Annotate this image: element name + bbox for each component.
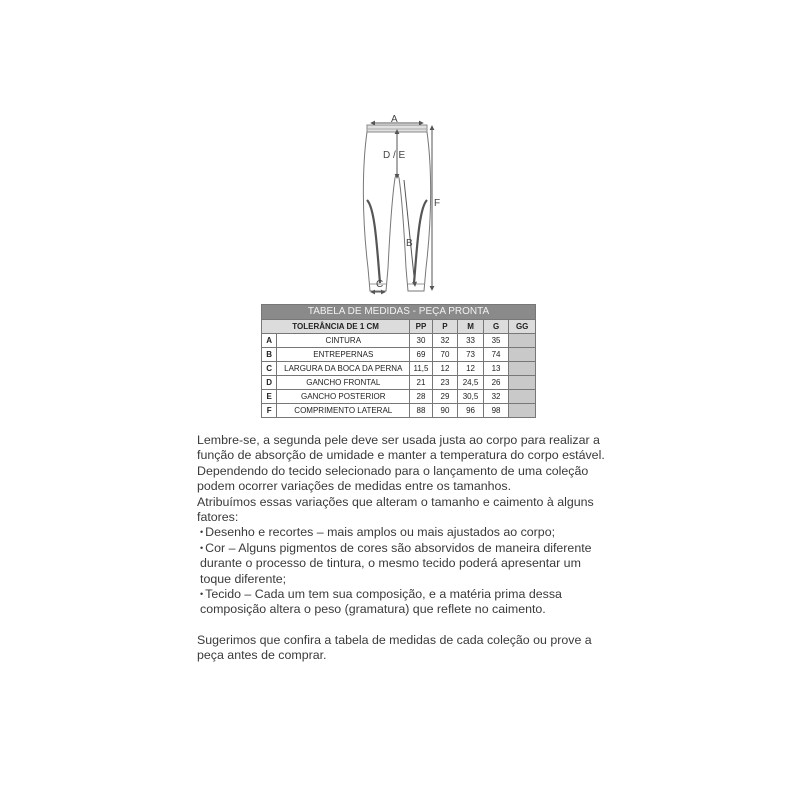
bullet-icon: • [200,542,204,553]
label-f: F [434,198,441,209]
row-value-p: 90 [432,404,458,418]
row-measurement-name: CINTURA [277,334,410,348]
label-de: D / E [383,150,406,161]
row-value-p: 23 [432,376,458,390]
row-measurement-name: LARGURA DA BOCA DA PERNA [277,362,410,376]
row-value-pp: 30 [410,334,432,348]
paragraph-2: Dependendo do tecido selecionado para o lançamento de uma coleção podem ocorrer variações de medidas entre os tamanhos. [197,463,589,494]
row-value-p: 32 [432,334,458,348]
size-header-gg: GG [509,320,536,334]
row-value-g: 13 [483,362,509,376]
row-letter: F [262,404,277,418]
row-value-g: 98 [483,404,509,418]
row-value-g: 26 [483,376,509,390]
table-row [262,390,536,404]
table-title: TABELA DE MEDIDAS - PEÇA PRONTA [262,305,536,320]
row-value-gg [509,376,536,390]
size-header-pp: PP [410,320,432,334]
row-value-m: 12 [458,362,484,376]
row-value-gg [509,362,536,376]
row-value-m: 30,5 [458,390,484,404]
pants-measurement-diagram [340,108,460,298]
row-measurement-name: ENTREPERNAS [277,348,410,362]
row-measurement-name: COMPRIMENTO LATERAL [277,404,410,418]
row-value-g: 32 [483,390,509,404]
table-row [262,334,536,348]
size-header-m: M [458,320,484,334]
table-row [262,404,536,418]
bullet-text: Cor – Alguns pigmentos de cores são absorvidos de maneira diferente durante o processo de tintura, o mesmo tecido poderá apresentar um toque diferente; [200,540,592,586]
row-letter: E [262,390,277,404]
label-b: B [406,238,413,249]
row-value-m: 73 [458,348,484,362]
arrow-b [404,180,415,286]
row-value-pp: 69 [410,348,432,362]
table-title-row [262,305,536,320]
row-value-pp: 88 [410,404,432,418]
paragraph-4: Sugerimos que confira a tabela de medidas de cada coleção ou prove a peça antes de comprar. [197,632,592,663]
row-value-p: 70 [432,348,458,362]
bullet-item [197,587,607,618]
row-letter: B [262,348,277,362]
row-value-pp: 28 [410,390,432,404]
row-value-m: 96 [458,404,484,418]
row-value-gg [509,390,536,404]
bullet-item [197,541,607,587]
row-letter: C [262,362,277,376]
bullet-icon: • [200,589,204,600]
row-value-p: 29 [432,390,458,404]
row-value-gg [509,348,536,362]
paragraph-3: Atribuímos essas variações que alteram o tamanho e caimento à alguns fatores: [197,494,594,525]
row-value-pp: 11,5 [410,362,432,376]
bullet-item [197,525,607,540]
row-value-pp: 21 [410,376,432,390]
row-value-m: 33 [458,334,484,348]
bullet-text: Tecido – Cada um tem sua composição, e a matéria prima dessa composição altera o peso (gramatura) que reflete no caimento. [200,587,562,617]
row-value-g: 35 [483,334,509,348]
table-row [262,348,536,362]
label-c: C [376,279,384,290]
table-body [262,334,536,418]
row-letter: A [262,334,277,348]
label-a: A [391,114,398,125]
table-row [262,376,536,390]
row-measurement-name: GANCHO FRONTAL [277,376,410,390]
row-value-gg [509,404,536,418]
row-value-g: 74 [483,348,509,362]
size-table [261,304,536,418]
paragraph-1: Lembre-se, a segunda pele deve ser usada justa ao corpo para realizar a função de absorção de umidade e manter a temperatura do corpo estável. [197,433,605,463]
size-header-g: G [483,320,509,334]
tolerance-header: TOLERÂNCIA DE 1 CM [262,320,410,334]
row-value-gg [509,334,536,348]
size-header-p: P [432,320,458,334]
bullet-text: Desenho e recortes – mais amplos ou mais ajustados ao corpo; [205,525,556,540]
table-row [262,362,536,376]
row-letter: D [262,376,277,390]
care-notes [197,433,607,664]
row-measurement-name: GANCHO POSTERIOR [277,390,410,404]
table-header-row [262,320,536,334]
bullet-icon: • [200,527,204,538]
row-value-m: 24,5 [458,376,484,390]
row-value-p: 12 [432,362,458,376]
